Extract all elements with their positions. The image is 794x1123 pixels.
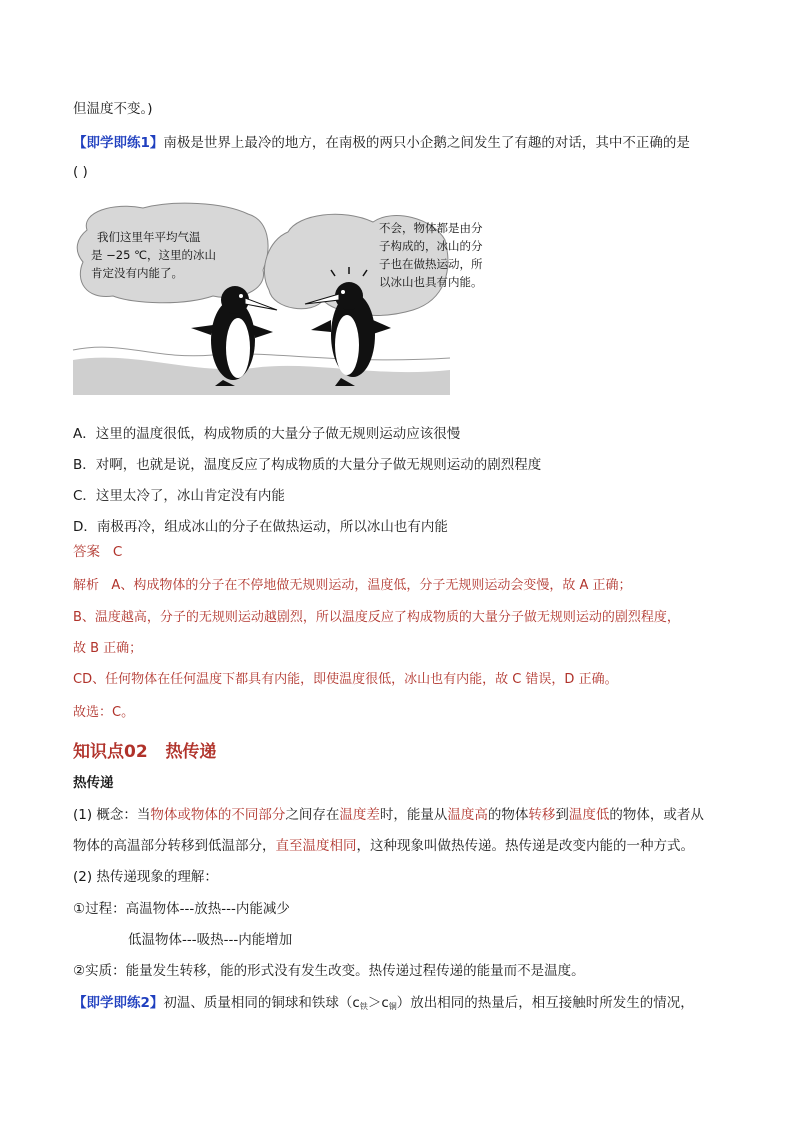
exercise-2-subscript-2: 铜 [388, 1002, 397, 1011]
exercise-2-tag: 【即学即练2】 [73, 995, 164, 1011]
exercise-2-question [73, 994, 694, 1016]
analysis-text-1: A、构成物体的分子在不停地做无规则运动，温度低，分子无规则运动会变慢，故 A 正确； [111, 578, 632, 593]
concept-prefix: (1) 概念：当 [73, 807, 151, 823]
analysis-line-4: CD、任何物体在任何温度下都具有内能，即使温度很低，冰山也有内能，故 C 错误，D 正确。 [73, 672, 618, 687]
bubble-right-line-4: 以冰山也具有内能。 [379, 275, 483, 289]
bubble-right-line-2: 子构成的，冰山的分 [379, 239, 483, 253]
concept-2-highlight: 直至温度相同 [275, 838, 357, 854]
concept-line-2 [73, 837, 694, 855]
bubble-right-line-1: 不会，物体都是由分 [379, 221, 483, 235]
analysis-line-3: 故 B 正确； [73, 641, 143, 656]
option-c: C．这里太冷了，冰山肯定没有内能 [73, 488, 285, 504]
knowledge-point-heading [73, 737, 216, 762]
top-line: 但温度不变。) [73, 101, 153, 117]
knowledge-point-title: 热传递 [165, 742, 217, 762]
option-a: A．这里的温度很低，构成物质的大量分子做无规则运动应该很慢 [73, 426, 461, 442]
process-line-2: 低温物体---吸热---内能增加 [128, 932, 293, 948]
option-b: B．对啊，也就是说，温度反应了构成物质的大量分子做无规则运动的剧烈程度 [73, 457, 542, 473]
option-d: D．南极再冷，组成冰山的分子在做热运动，所以冰山也有内能 [73, 519, 448, 535]
analysis-line-1 [73, 577, 631, 595]
concept-highlight-4: 转移 [528, 807, 556, 823]
understanding-heading: (2) 热传递现象的理解： [73, 869, 218, 885]
concept-highlight-2: 温度差 [339, 807, 380, 823]
exercise-1-tag: 【即学即练1】 [73, 135, 164, 151]
concept-2-suffix: ，这种现象叫做热传递。热传递是改变内能的一种方式。 [356, 838, 694, 854]
exercise-2-text-a: 初温、质量相同的铜球和铁球（c [163, 995, 360, 1011]
concept-2-prefix: 物体的高温部分转移到低温部分， [73, 838, 276, 854]
exercise-2-subscript-1: 铁 [359, 1002, 368, 1011]
concept-mid-3: 的物体 [487, 807, 529, 823]
knowledge-point-number: 知识点02 [73, 742, 148, 762]
concept-mid-1: 之间存在 [285, 807, 340, 823]
analysis-line-5: 故选：C。 [73, 705, 135, 720]
bubble-right-line-3: 子也在做热运动，所 [379, 257, 483, 271]
concept-highlight-5: 温度低 [568, 807, 610, 823]
bubble-left-line-1: 我们这里年平均气温 [97, 230, 201, 244]
exercise-1-question [73, 134, 690, 152]
answer [73, 543, 122, 561]
exercise-1-text: 南极是世界上最冷的地方，在南极的两只小企鹅之间发生了有趣的对话，其中不正确的是 [163, 135, 690, 151]
exercise-2-text-b: ）放出相同的热量后，相互接触时所发生的情况， [396, 995, 694, 1011]
answer-parentheses: ( ) [73, 164, 88, 180]
concept-highlight-1: 物体或物体的不同部分 [150, 807, 286, 823]
bubble-left-line-3: 肯定没有内能了。 [91, 266, 183, 280]
process-line-1: ①过程：高温物体---放热---内能减少 [73, 901, 290, 917]
concept-mid-2: 时，能量从 [379, 807, 448, 823]
section-subheading: 热传递 [73, 775, 114, 791]
penguin-cartoon [73, 200, 483, 395]
concept-highlight-3: 温度高 [447, 807, 488, 823]
bubble-left-line-2: 是 −25 ℃，这里的冰山 [91, 248, 216, 262]
analysis-line-2: B、温度越高，分子的无规则运动越剧烈，所以温度反应了构成物质的大量分子做无规则运动的剧烈程度， [73, 610, 680, 625]
answer-value: C [112, 544, 123, 560]
analysis-label: 解析 [73, 578, 100, 593]
concept-suffix: 的物体，或者从 [609, 807, 704, 823]
essence-line: ②实质：能量发生转移，能的形式没有发生改变。热传递过程传递的能量而不是温度。 [73, 963, 585, 979]
concept-mid-4: 到 [555, 807, 569, 823]
concept-line-1 [73, 806, 704, 824]
answer-label: 答案 [73, 544, 100, 560]
exercise-2-comparison: ＞c [367, 995, 389, 1011]
